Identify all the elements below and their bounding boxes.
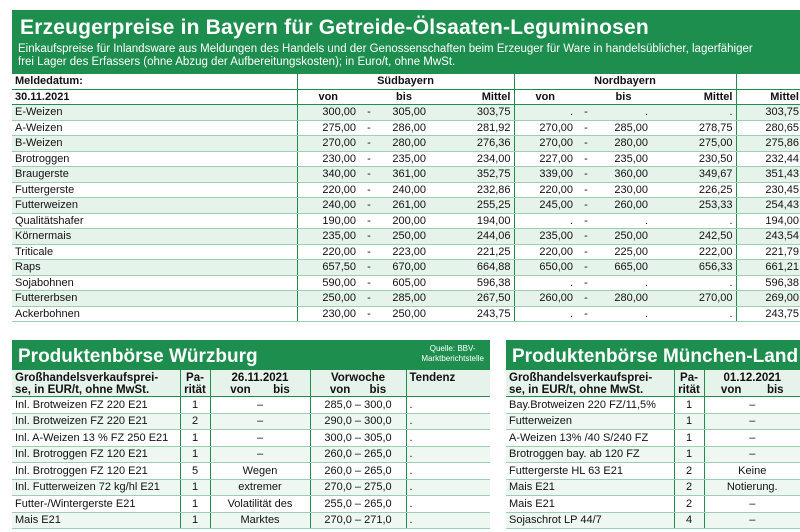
tendenz-value: . [406, 397, 490, 414]
subtitle-line-1: Einkaufspreise für Inlandsware aus Meldungen des Handels und der Genossenschaften beim Erzeuger für Ware in handelsüblicher, lagerfähiger [18, 43, 753, 55]
nord-bis: 285,00 [596, 120, 651, 136]
muenchen-title: Produktenbörse München-Land [506, 340, 800, 370]
nord-bis: . [596, 105, 651, 121]
nord-mittel: 242,50 [651, 229, 736, 245]
muenchen-panel [506, 340, 800, 529]
vorwoche-price: 260,0 – 265,0 [310, 446, 406, 463]
nord-bis: . [596, 275, 651, 291]
paritaet-value: 2 [674, 463, 704, 480]
m-date-header: 01.12.2021 von bis [704, 370, 800, 397]
table-row [506, 397, 800, 414]
sued-von: 190,00 [297, 213, 359, 229]
current-price: – [210, 446, 310, 463]
erzeugerpreise-panel [12, 10, 800, 322]
paritaet-value: 1 [180, 446, 210, 463]
paritaet-value: 5 [180, 463, 210, 480]
table-row [506, 446, 800, 463]
suedbayern-header: Südbayern [297, 74, 514, 89]
current-price: extremer [210, 479, 310, 496]
wuerzburg-table [12, 370, 490, 529]
product-name: Futtergerste [12, 182, 297, 198]
sued-bis: 605,00 [379, 275, 429, 291]
tendenz-value: . [406, 463, 490, 480]
nordbayern-header: Nordbayern [514, 74, 736, 89]
paritaet-value: 2 [180, 413, 210, 430]
mittel-value: 303,75 [736, 105, 800, 121]
sued-von: 240,00 [297, 198, 359, 214]
nord-von: . [514, 105, 576, 121]
current-price: – [210, 430, 310, 447]
sued-bis: 250,00 [379, 229, 429, 245]
sued-mittel: 244,06 [429, 229, 514, 245]
muenchen-table [506, 370, 800, 529]
sued-bis: 261,00 [379, 198, 429, 214]
current-price: – [704, 413, 800, 430]
product-name: Futter-/Wintergerste E21 [12, 496, 180, 513]
product-name: Sojabohnen [12, 275, 297, 291]
sued-von: 230,00 [297, 151, 359, 167]
nord-dash: - [576, 291, 596, 307]
sued-mittel: 303,75 [429, 105, 514, 121]
product-name: Futtererbsen [12, 291, 297, 307]
nord-dash: - [576, 229, 596, 245]
sued-bis: 223,00 [379, 244, 429, 260]
sued-von: 230,00 [297, 306, 359, 322]
table-row [506, 430, 800, 447]
table-row [506, 512, 800, 529]
sued-mittel: 664,88 [429, 260, 514, 276]
tendenz-value: . [406, 413, 490, 430]
product-name: Inl. A-Weizen 13 % FZ 250 E21 [12, 430, 180, 447]
sued-bis-header: bis [379, 89, 429, 105]
vorwoche-price: 255,0 – 265,0 [310, 496, 406, 513]
nord-mittel: . [651, 275, 736, 291]
product-name: Raps [12, 260, 297, 276]
sued-bis: 305,00 [379, 105, 429, 121]
wuerzburg-title-text: Produktenbörse Würzburg [18, 346, 258, 367]
paritaet-value: 1 [674, 397, 704, 414]
current-price: – [210, 397, 310, 414]
nord-dash: - [576, 105, 596, 121]
product-name: Triticale [12, 244, 297, 260]
vorwoche-price: 290,0 – 300,0 [310, 413, 406, 430]
table-row [12, 446, 490, 463]
sued-bis: 240,00 [379, 182, 429, 198]
sued-dash: - [359, 198, 379, 214]
current-price: – [704, 397, 800, 414]
nord-mittel-header: Mittel [651, 89, 736, 105]
tendenz-value: . [406, 512, 490, 529]
product-name: Inl. Futterweizen 72 kg/hl E21 [12, 479, 180, 496]
current-price: – [704, 496, 800, 513]
meldedatum-value: 30.11.2021 [12, 89, 297, 105]
sued-von: 220,00 [297, 244, 359, 260]
sued-von: 340,00 [297, 167, 359, 183]
nord-bis: 280,00 [596, 291, 651, 307]
sued-mittel: 221,25 [429, 244, 514, 260]
nord-dash: - [576, 260, 596, 276]
mittel-value: 243,75 [736, 306, 800, 322]
erzeugerpreise-table [12, 74, 800, 322]
sued-von: 300,00 [297, 105, 359, 121]
mittel-value: 280,65 [736, 120, 800, 136]
table-row [12, 275, 800, 291]
sued-mittel: 267,50 [429, 291, 514, 307]
current-price: Notierung. [704, 479, 800, 496]
table-row [12, 136, 800, 152]
paritaet-value: 1 [180, 479, 210, 496]
nord-bis: 665,00 [596, 260, 651, 276]
nord-mittel: 278,75 [651, 120, 736, 136]
sued-bis: 361,00 [379, 167, 429, 183]
mittel-value: 232,44 [736, 151, 800, 167]
sued-bis: 285,00 [379, 291, 429, 307]
tendenz-value: . [406, 430, 490, 447]
table-row [506, 496, 800, 513]
subtitle-line-2: frei Lager des Erfassers (ohne Abzug der Aufbereitungskosten); in Euro/t, ohne MwSt. [18, 56, 456, 68]
product-name: Futtergerste HL 63 E21 [506, 463, 674, 480]
sued-dash: - [359, 275, 379, 291]
sued-von: 270,00 [297, 136, 359, 152]
product-name: Inl. Brotroggen FZ 120 E21 [12, 446, 180, 463]
product-name: B-Weizen [12, 136, 297, 152]
sued-von: 590,00 [297, 275, 359, 291]
product-name: Brotroggen bay. ab 120 FZ [506, 446, 674, 463]
table-row [12, 151, 800, 167]
vorwoche-price: 260,0 – 265,0 [310, 463, 406, 480]
table-row [12, 496, 490, 513]
sued-dash: - [359, 167, 379, 183]
nord-von: 220,00 [514, 244, 576, 260]
product-name: Qualitätshafer [12, 213, 297, 229]
sued-dash: - [359, 244, 379, 260]
sued-dash: - [359, 136, 379, 152]
table-row [12, 479, 490, 496]
w-col-header: Großhandelsverkaufsprei- se, in EUR/t, ohne MwSt. [12, 370, 180, 397]
nord-bis: 250,00 [596, 229, 651, 245]
mittel-value: 194,00 [736, 213, 800, 229]
nord-bis: . [596, 306, 651, 322]
sued-dash: - [359, 213, 379, 229]
nord-mittel: 230,50 [651, 151, 736, 167]
sued-von: 250,00 [297, 291, 359, 307]
vorwoche-price: 270,0 – 271,0 [310, 512, 406, 529]
nord-von: . [514, 306, 576, 322]
nord-mittel: 270,00 [651, 291, 736, 307]
product-name: Brotroggen [12, 151, 297, 167]
sued-mittel-header: Mittel [429, 89, 514, 105]
sued-von: 275,00 [297, 120, 359, 136]
sued-dash: - [359, 306, 379, 322]
nord-bis: 230,00 [596, 182, 651, 198]
tendenz-value: . [406, 496, 490, 513]
table-row [12, 397, 490, 414]
product-name: Sojaschrot LP 44/7 [506, 512, 674, 529]
current-price: Marktes [210, 512, 310, 529]
vorwoche-price: 285,0 – 300,0 [310, 397, 406, 414]
nord-dash: - [576, 198, 596, 214]
nord-mittel: 226,25 [651, 182, 736, 198]
sued-mittel: 255,25 [429, 198, 514, 214]
table-row [12, 213, 800, 229]
product-name: Körnermais [12, 229, 297, 245]
w-vorwoche-header: Vorwoche von bis [310, 370, 406, 397]
paritaet-value: 1 [180, 512, 210, 529]
nord-von: 245,00 [514, 198, 576, 214]
product-name: E-Weizen [12, 105, 297, 121]
nord-bis-header: bis [596, 89, 651, 105]
mittel-value: 351,43 [736, 167, 800, 183]
product-name: A-Weizen 13% /40 S/240 FZ [506, 430, 674, 447]
table-row [12, 512, 490, 529]
sued-von: 657,50 [297, 260, 359, 276]
nord-bis: 225,00 [596, 244, 651, 260]
current-price: – [704, 446, 800, 463]
nord-von-header: von [514, 89, 576, 105]
sued-mittel: 232,86 [429, 182, 514, 198]
nord-mittel: . [651, 105, 736, 121]
sued-von-header: von [297, 89, 359, 105]
table-row [506, 463, 800, 480]
product-name: Mais E21 [12, 512, 180, 529]
current-price: Keine [704, 463, 800, 480]
paritaet-value: 1 [674, 413, 704, 430]
table-row [12, 260, 800, 276]
tendenz-value: . [406, 479, 490, 496]
nord-bis: 235,00 [596, 151, 651, 167]
w-tendenz-header: Tendenz [406, 370, 490, 397]
nord-mittel: 275,00 [651, 136, 736, 152]
current-price: Volatilität des [210, 496, 310, 513]
sued-bis: 235,00 [379, 151, 429, 167]
nord-von: 220,00 [514, 182, 576, 198]
sued-dash: - [359, 260, 379, 276]
table-row [12, 291, 800, 307]
product-name: Mais E21 [506, 479, 674, 496]
nord-mittel: 222,00 [651, 244, 736, 260]
nord-mittel: . [651, 306, 736, 322]
table-row [12, 413, 490, 430]
sued-bis: 250,00 [379, 306, 429, 322]
product-name: Mais E21 [506, 496, 674, 513]
nord-dash: - [576, 275, 596, 291]
paritaet-value: 1 [674, 446, 704, 463]
nord-mittel: 656,33 [651, 260, 736, 276]
nord-von: . [514, 275, 576, 291]
erzeugerpreise-title: Erzeugerpreise in Bayern für Getreide-Ölsaaten-Leguminosen [12, 10, 800, 40]
mittel-value: 243,54 [736, 229, 800, 245]
mittel-value: 254,43 [736, 198, 800, 214]
nord-mittel: . [651, 213, 736, 229]
nord-bis: 260,00 [596, 198, 651, 214]
nord-dash: - [576, 167, 596, 183]
m-col-header: Großhandelsverkaufsprei- se, in EUR/t, ohne MwSt. [506, 370, 674, 397]
nord-von: 650,00 [514, 260, 576, 276]
table-row [12, 244, 800, 260]
paritaet-value: 1 [180, 496, 210, 513]
product-name: Futterweizen [12, 198, 297, 214]
table-row [12, 463, 490, 480]
sued-dash: - [359, 151, 379, 167]
table-row [12, 198, 800, 214]
nord-von: 227,00 [514, 151, 576, 167]
mittel-value: 230,45 [736, 182, 800, 198]
paritaet-value: 1 [674, 430, 704, 447]
nord-bis: 280,00 [596, 136, 651, 152]
tendenz-value: . [406, 446, 490, 463]
nord-dash: - [576, 136, 596, 152]
sued-dash: - [359, 291, 379, 307]
nord-von: 339,00 [514, 167, 576, 183]
m-paritaet-header: Pa- rität [674, 370, 704, 397]
quelle-note [421, 344, 484, 364]
mittel-value: 269,00 [736, 291, 800, 307]
sued-dash: - [359, 229, 379, 245]
sued-mittel: 243,75 [429, 306, 514, 322]
table-row [12, 430, 490, 447]
w-date-header: 26.11.2021 von bis [210, 370, 310, 397]
paritaet-value: 2 [674, 479, 704, 496]
sued-mittel: 194,00 [429, 213, 514, 229]
sued-von: 235,00 [297, 229, 359, 245]
nord-von: 260,00 [514, 291, 576, 307]
product-name: Futterweizen [506, 413, 674, 430]
nord-dash: - [576, 306, 596, 322]
sued-mittel: 281,92 [429, 120, 514, 136]
sued-mittel: 596,38 [429, 275, 514, 291]
table-row [12, 182, 800, 198]
table-row [506, 413, 800, 430]
vorwoche-price: 270,0 – 275,0 [310, 479, 406, 496]
nord-bis: . [596, 213, 651, 229]
nord-mittel: 349,67 [651, 167, 736, 183]
w-paritaet-header: Pa- rität [180, 370, 210, 397]
product-name: Braugerste [12, 167, 297, 183]
current-price: Wegen [210, 463, 310, 480]
sued-bis: 200,00 [379, 213, 429, 229]
nord-von: 270,00 [514, 136, 576, 152]
table-row [12, 167, 800, 183]
nord-dash: - [576, 213, 596, 229]
current-price: – [210, 413, 310, 430]
wuerzburg-panel [12, 340, 490, 529]
paritaet-value: 1 [180, 430, 210, 447]
product-name: Inl. Brotroggen FZ 120 E21 [12, 463, 180, 480]
mittel-value: 275,86 [736, 136, 800, 152]
sued-dash: - [359, 182, 379, 198]
sued-mittel: 276,36 [429, 136, 514, 152]
quelle-line-1: Quelle: BBV- [429, 344, 476, 353]
table-row [12, 229, 800, 245]
nord-von: . [514, 213, 576, 229]
quelle-line-2: Marktberichtstelle [421, 354, 484, 363]
current-price: – [704, 512, 800, 529]
sued-mittel: 234,00 [429, 151, 514, 167]
product-name: Inl. Brotweizen FZ 220 E21 [12, 397, 180, 414]
nord-dash: - [576, 182, 596, 198]
sued-dash: - [359, 105, 379, 121]
table-row [506, 479, 800, 496]
erzeugerpreise-subtitle [12, 40, 800, 74]
product-name: Ackerbohnen [12, 306, 297, 322]
nord-bis: 360,00 [596, 167, 651, 183]
paritaet-value: 2 [674, 496, 704, 513]
sued-bis: 670,00 [379, 260, 429, 276]
nord-mittel: 253,33 [651, 198, 736, 214]
paritaet-value: 1 [180, 397, 210, 414]
nord-dash: - [576, 120, 596, 136]
nord-dash: - [576, 151, 596, 167]
current-price: – [704, 430, 800, 447]
meldedatum-label: Meldedatum: [12, 74, 297, 89]
sued-bis: 286,00 [379, 120, 429, 136]
nord-dash: - [576, 244, 596, 260]
table-row [12, 105, 800, 121]
sued-dash: - [359, 120, 379, 136]
table-row [12, 120, 800, 136]
sued-von: 220,00 [297, 182, 359, 198]
vorwoche-price: 300,0 – 305,0 [310, 430, 406, 447]
table-row [12, 306, 800, 322]
mittel-value: 661,21 [736, 260, 800, 276]
wuerzburg-title [12, 340, 490, 370]
sued-mittel: 352,75 [429, 167, 514, 183]
product-name: Inl. Brotweizen FZ 220 E21 [12, 413, 180, 430]
product-name: Bay.Brotweizen 220 FZ/11,5% [506, 397, 674, 414]
nord-von: 235,00 [514, 229, 576, 245]
mittel-value: 221,79 [736, 244, 800, 260]
mittel-value: 596,38 [736, 275, 800, 291]
nord-von: 270,00 [514, 120, 576, 136]
paritaet-value: 4 [674, 512, 704, 529]
product-name: A-Weizen [12, 120, 297, 136]
sued-bis: 280,00 [379, 136, 429, 152]
mittel-header: Mittel [736, 89, 800, 105]
